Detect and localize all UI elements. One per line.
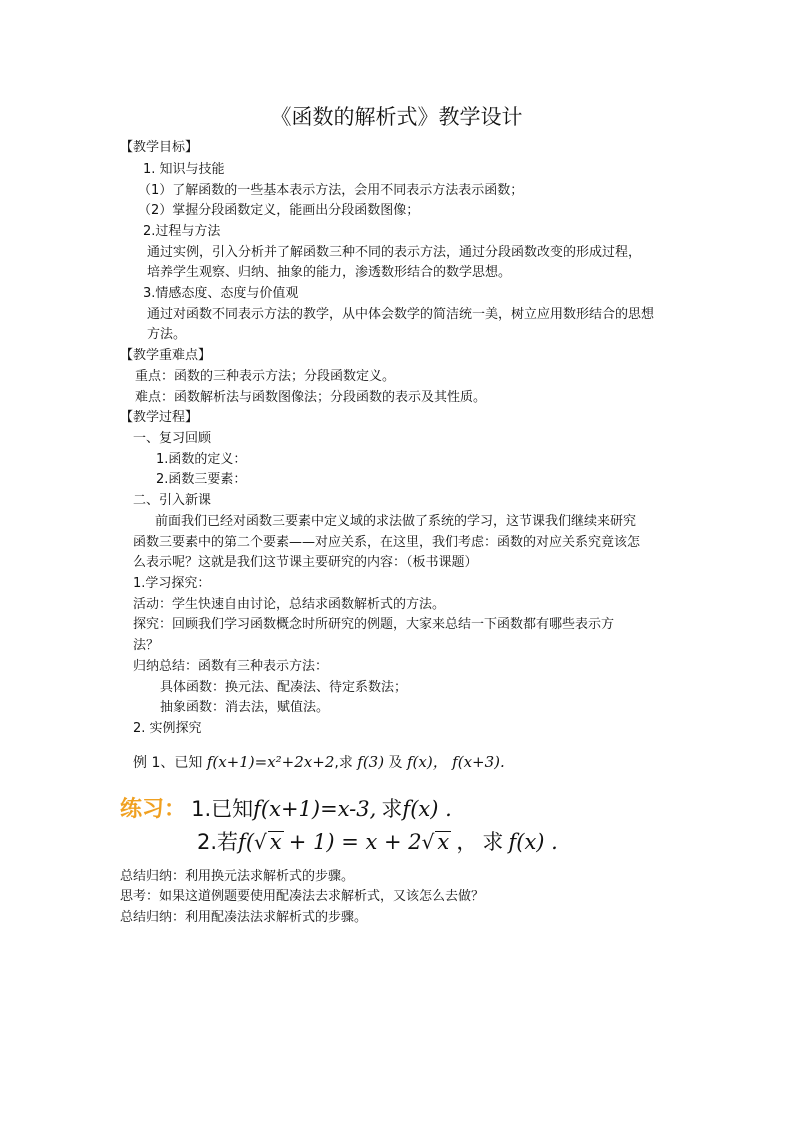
example-1 [133,751,505,772]
sqrt-symbol-icon-2: √ [421,830,435,854]
exercise-2-comma: ， [456,830,478,854]
text-line: 总结归纳：利用配凑法法求解析式的步骤。 [120,910,368,925]
exercise-2-target: f(x) . [508,830,558,854]
text-line: 【教学过程】 [120,410,199,425]
text-line: 1.学习探究： [133,576,211,591]
example-1-equation: f(x+1)=x²+2x+2 [206,753,335,771]
text-line: 3.情感态度、态度与价值观 [143,286,299,301]
text-line: 培养学生观察、归纳、抽象的能力，渗透数形结合的数学思想。 [147,265,512,280]
exercise-1 [120,792,452,823]
exercise-2-rest: + 1) = x + 2 [288,830,422,854]
text-line: 重点：函数的三种表示方法；分段函数定义。 [135,369,396,384]
text-line: 前面我们已经对函数三要素中定义域的求法做了系统的学习，这节课我们继续来研究 [155,514,637,529]
text-line: 通过对函数不同表示方法的教学，从中体会数学的简洁统一美，树立应用数形结合的思想 [147,307,655,322]
text-line: 思考：如果这道例题要使用配凑法去求解析式，又该怎么去做？ [120,889,485,904]
text-line: 通过实例，引入分析并了解函数三种不同的表示方法，通过分段函数改变的形成过程， [147,245,642,260]
exercise-2-radicand-2: x [437,830,450,854]
text-line: （2）掌握分段函数定义，能画出分段函数图像； [138,203,420,218]
example-1-fx: f(x)， [407,753,448,771]
exercise-label: 练习： [120,797,187,822]
exercise-1-equation: f(x+1)=x-3, [253,797,377,821]
exercise-2 [197,826,558,856]
text-line: 【教学重难点】 [120,348,212,363]
text-line: 探究：回顾我们学习函数概念时所研究的例题，大家来总结一下函数都有哪些表示方 [133,617,615,632]
text-line: 1.函数的定义： [156,452,247,467]
exercise-2-f: f( [238,830,255,854]
example-1-f3: f(3) [357,753,385,771]
text-line: 总结归纳：利用换元法求解析式的步骤。 [120,869,355,884]
example-1-prefix: 例 1、已知 [133,755,203,771]
text-line: 【教学目标】 [120,140,199,155]
exercise-2-prefix: 2.若 [197,830,239,854]
text-line: （1）了解函数的一些基本表示方法，会用不同表示方法表示函数； [138,183,524,198]
text-line: 1. 知识与技能 [143,162,225,177]
text-line: 归纳总结：函数有三种表示方法： [133,659,329,674]
text-line: 方法。 [147,327,187,342]
text-line: 二、引入新课 [133,493,212,508]
text-line: 法？ [133,638,160,653]
exercise-1-target: f(x) . [402,797,452,821]
text-line: 难点：函数解析法与函数图像法；分段函数的表示及其性质。 [135,390,487,405]
exercise-2-ask: 求 [482,830,504,854]
example-1-ask: ,求 [334,755,353,771]
text-line: 抽象函数：消去法，赋值法。 [160,700,330,715]
text-line: 2. 实例探究 [133,721,202,736]
text-line: 具体函数：换元法、配凑法、待定系数法； [160,680,408,695]
text-line: 2.过程与方法 [143,224,221,239]
exercise-2-radicand: x [269,830,282,854]
exercise-1-prefix: 1.已知 [191,797,254,821]
exercise-1-ask: 求 [381,797,403,821]
example-1-fx3: f(x+3). [452,753,505,771]
text-line: 函数三要素中的第二个要素——对应关系，在这里，我们考虑：函数的对应关系究竟该怎 [133,535,641,550]
text-line: 活动：学生快速自由讨论，总结求函数解析式的方法。 [133,597,446,612]
example-1-and: 及 [388,755,403,771]
document-title: 《函数的解析式》教学设计 [270,105,523,129]
text-line: 2.函数三要素： [156,472,247,487]
text-line: 么表示呢？这就是我们这节课主要研究的内容：（板书课题） [133,555,478,570]
sqrt-symbol-icon: √ [254,830,267,854]
text-line: 一、复习回顾 [133,431,212,446]
